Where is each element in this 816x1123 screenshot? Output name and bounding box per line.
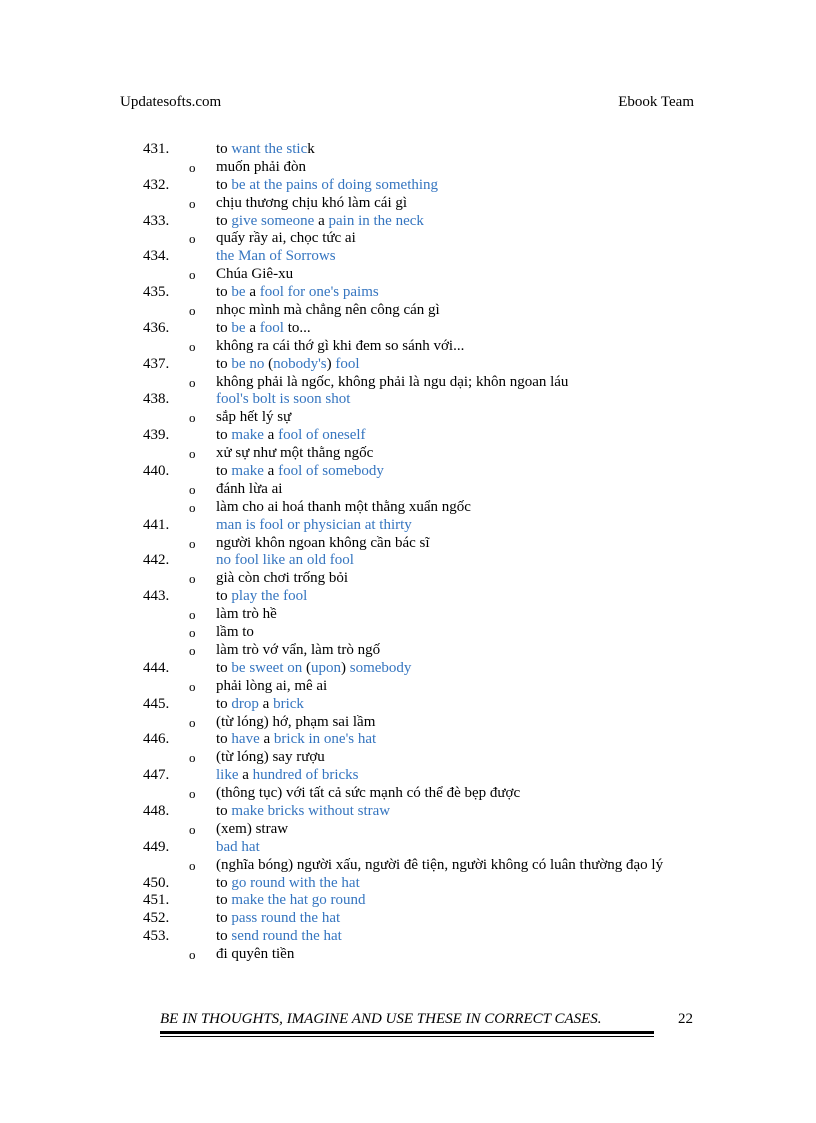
entry-number: 446.	[143, 731, 170, 748]
entry-number: 444.	[143, 659, 170, 676]
entry-row	[0, 391, 816, 409]
meaning-row	[0, 445, 816, 463]
plain-text: a	[238, 767, 253, 784]
idiom-link[interactable]: fool's bolt is soon shot	[216, 391, 351, 408]
entry-number: 437.	[143, 355, 170, 372]
entry-row	[0, 284, 816, 302]
plain-text: (từ lóng) hớ, phạm sai lầm	[216, 713, 376, 730]
entry-number: 436.	[143, 319, 170, 336]
meaning-text	[216, 195, 407, 213]
entry-row	[0, 463, 816, 481]
entry-number: 443.	[143, 588, 170, 605]
page-header	[120, 94, 694, 112]
plain-text: to	[216, 284, 232, 301]
meaning-text	[216, 606, 277, 624]
plain-text: đánh lừa ai	[216, 480, 283, 497]
plain-text: to...	[283, 319, 311, 336]
page-number: 22	[678, 1011, 693, 1027]
meaning-row	[0, 678, 816, 696]
plain-text: )	[340, 659, 350, 676]
entry-row	[0, 910, 816, 928]
bullet-icon: o	[189, 821, 196, 837]
entry-number: 445.	[143, 695, 170, 712]
plain-text: sắp hết lý sự	[216, 409, 292, 426]
idiom-text	[216, 875, 360, 893]
plain-text: to	[216, 928, 232, 945]
idiom-text	[216, 928, 342, 946]
entry-row	[0, 803, 816, 821]
entry-row	[0, 928, 816, 946]
bullet-icon: o	[189, 303, 196, 319]
meaning-row	[0, 821, 816, 839]
idiom-link[interactable]: make bricks without straw	[231, 802, 391, 819]
bullet-icon: o	[189, 481, 196, 497]
meaning-row	[0, 481, 816, 499]
meaning-row	[0, 606, 816, 624]
plain-text: a	[314, 212, 329, 229]
plain-text: (từ lóng) say rượu	[216, 749, 325, 766]
bullet-icon: o	[189, 338, 196, 354]
entry-number: 452.	[143, 910, 170, 927]
idiom-text	[216, 391, 350, 409]
idiom-link[interactable]: give someone	[231, 212, 315, 229]
meaning-text	[216, 642, 380, 660]
meaning-text	[216, 302, 440, 320]
meaning-text	[216, 785, 520, 803]
plain-text: già còn chơi trống bỏi	[216, 570, 349, 587]
plain-text: to	[216, 355, 232, 372]
idiom-link[interactable]: want the stic	[231, 141, 308, 157]
idiom-text	[216, 320, 311, 338]
plain-text: to	[216, 141, 232, 157]
entry-row	[0, 517, 816, 535]
plain-text: a	[259, 731, 274, 748]
idiom-link[interactable]: send round the hat	[231, 928, 342, 945]
entry-number: 442.	[143, 552, 170, 569]
plain-text: xử sự như một thằng ngốc	[216, 445, 374, 462]
entry-number: 438.	[143, 391, 170, 408]
idiom-link[interactable]: make	[231, 427, 264, 444]
meaning-text	[216, 481, 282, 499]
meaning-text	[216, 159, 306, 177]
entry-row	[0, 767, 816, 785]
idiom-link[interactable]: be	[231, 284, 246, 301]
meaning-text	[216, 678, 327, 696]
plain-text: to	[216, 695, 232, 712]
idiom-link[interactable]: play the fool	[231, 588, 308, 605]
entry-row	[0, 141, 816, 159]
idiom-text	[216, 767, 358, 785]
meaning-text	[216, 374, 568, 392]
idiom-text	[216, 660, 411, 678]
idiom-text	[216, 910, 340, 928]
idiom-link[interactable]: fool of somebody	[278, 463, 384, 480]
idiom-text	[216, 463, 384, 481]
meaning-text	[216, 266, 293, 284]
meaning-text	[216, 946, 294, 964]
entry-number: 432.	[143, 176, 170, 193]
bullet-icon: o	[189, 857, 196, 873]
idiom-text	[216, 517, 412, 535]
entry-number: 447.	[143, 767, 170, 784]
idiom-text	[216, 427, 366, 445]
entry-row	[0, 213, 816, 231]
idiom-link[interactable]: like	[216, 767, 239, 784]
bullet-icon: o	[189, 642, 196, 658]
meaning-row	[0, 749, 816, 767]
idiom-text	[216, 213, 424, 231]
meaning-row	[0, 338, 816, 356]
meaning-row	[0, 642, 816, 660]
idiom-text	[216, 892, 366, 910]
bullet-icon: o	[189, 607, 196, 623]
plain-text: làm cho ai hoá thanh một thằng xuẩn ngốc	[216, 498, 471, 515]
idiom-text	[216, 552, 354, 570]
entry-row	[0, 552, 816, 570]
idiom-text	[216, 248, 336, 266]
meaning-row	[0, 785, 816, 803]
bullet-icon: o	[189, 410, 196, 426]
plain-text: k	[307, 141, 315, 157]
idiom-link[interactable]: somebody	[349, 659, 412, 676]
idiom-link[interactable]: brick in one's hat	[273, 731, 377, 748]
footer-slogan: BE IN THOUGHTS, IMAGINE AND USE THESE IN CORRECT CASES.	[160, 1011, 602, 1027]
meaning-row	[0, 714, 816, 732]
bullet-icon: o	[189, 159, 196, 175]
entry-row	[0, 320, 816, 338]
meaning-row	[0, 374, 816, 392]
meaning-row	[0, 409, 816, 427]
plain-text: Chúa Giê-xu	[216, 266, 294, 283]
bullet-icon: o	[189, 446, 196, 462]
plain-text: không phải là ngốc, không phải là ngu dại; khôn ngoan láu	[216, 373, 569, 390]
idiom-text	[216, 839, 260, 857]
entry-row	[0, 892, 816, 910]
entry-row	[0, 248, 816, 266]
bullet-icon: o	[189, 750, 196, 766]
plain-text: to	[216, 874, 232, 891]
idiom-link[interactable]: the Man of Sorrows	[216, 248, 336, 265]
entry-row	[0, 660, 816, 678]
idiom-link[interactable]: drop	[231, 695, 259, 712]
plain-text: to	[216, 463, 232, 480]
plain-text: to	[216, 319, 232, 336]
idiom-text	[216, 356, 360, 374]
idiom-link[interactable]: bad hat	[216, 838, 260, 855]
idiom-text	[216, 731, 376, 749]
meaning-text	[216, 857, 663, 875]
meaning-text	[216, 230, 356, 248]
meaning-row	[0, 946, 816, 964]
plain-text: to	[216, 910, 232, 927]
idiom-link[interactable]: be	[231, 319, 246, 336]
plain-text: quấy rầy ai, chọc tức ai	[216, 230, 356, 247]
idiom-link[interactable]: upon	[310, 659, 341, 676]
plain-text: a	[263, 463, 279, 480]
entry-row	[0, 875, 816, 893]
plain-text: đi quyên tiền	[216, 946, 295, 963]
entry-number: 431.	[143, 141, 170, 157]
meaning-text	[216, 821, 288, 839]
bullet-icon: o	[189, 947, 196, 963]
entry-number: 440.	[143, 463, 170, 480]
plain-text: (	[302, 659, 311, 676]
idiom-link[interactable]: brick	[273, 695, 304, 712]
plain-text: không ra cái thớ gì khi đem so sánh với...	[216, 337, 465, 354]
bullet-icon: o	[189, 195, 196, 211]
plain-text: (nghĩa bóng) người xấu, người đê tiện, người không có luân thường đạo lý	[216, 856, 664, 873]
bullet-icon: o	[189, 678, 196, 694]
plain-text: chịu thương chịu khó làm cái gì	[216, 194, 408, 211]
entry-number: 448.	[143, 802, 170, 819]
plain-text: muốn phải đòn	[216, 158, 306, 175]
meaning-text	[216, 624, 254, 642]
entry-number: 435.	[143, 284, 170, 301]
meaning-row	[0, 535, 816, 553]
meaning-text	[216, 409, 291, 427]
plain-text: phải lòng ai, mê ai	[216, 677, 328, 694]
bullet-icon: o	[189, 499, 196, 515]
meaning-text	[216, 714, 375, 732]
idiom-text	[216, 588, 307, 606]
plain-text: a	[258, 695, 274, 712]
plain-text: to	[216, 892, 232, 909]
meaning-row	[0, 195, 816, 213]
plain-text: làm trò hề	[216, 606, 277, 623]
meaning-row	[0, 570, 816, 588]
header-team-name: Ebook Team	[618, 94, 694, 110]
idiom-link[interactable]: nobody's	[273, 355, 327, 372]
entry-row	[0, 427, 816, 445]
plain-text: )	[326, 355, 336, 372]
meaning-row	[0, 857, 816, 875]
bullet-icon: o	[189, 535, 196, 551]
meaning-row	[0, 266, 816, 284]
plain-text: (	[264, 355, 274, 372]
header-site-name: Updatesofts.com	[120, 94, 222, 110]
plain-text: a	[263, 427, 279, 444]
idiom-link[interactable]: fool of oneself	[278, 427, 366, 444]
entry-row	[0, 177, 816, 195]
plain-text: to	[216, 212, 232, 229]
plain-text: làm trò vớ vẩn, làm trò ngố	[216, 641, 381, 658]
bullet-icon: o	[189, 786, 196, 802]
entry-number: 449.	[143, 838, 170, 855]
plain-text: a	[245, 284, 260, 301]
footer-rule-thin	[160, 1036, 654, 1037]
meaning-text	[216, 570, 348, 588]
meaning-row	[0, 302, 816, 320]
idiom-text	[216, 141, 315, 159]
meaning-text	[216, 535, 430, 553]
entry-row	[0, 588, 816, 606]
meaning-row	[0, 624, 816, 642]
idiom-link[interactable]: be sweet on	[231, 659, 303, 676]
idiom-link[interactable]: hundred of bricks	[252, 767, 359, 784]
entry-number: 453.	[143, 928, 170, 945]
plain-text: (thông tục) với tất cả sức mạnh có thể đè bẹp được	[216, 785, 521, 802]
entry-number: 441.	[143, 516, 170, 533]
entry-row	[0, 731, 816, 749]
idiom-link[interactable]: go round with the hat	[231, 874, 360, 891]
idiom-link[interactable]: be at the pains of doing something	[231, 176, 439, 193]
idiom-link[interactable]: make	[231, 463, 264, 480]
meaning-row	[0, 230, 816, 248]
plain-text: to	[216, 176, 232, 193]
plain-text: to	[216, 731, 232, 748]
entry-number: 433.	[143, 212, 170, 229]
idiom-link[interactable]: fool	[335, 355, 360, 372]
idiom-link[interactable]: pass round the hat	[231, 910, 341, 927]
meaning-text	[216, 749, 325, 767]
idiom-text	[216, 284, 379, 302]
idiom-link[interactable]: be no	[231, 355, 265, 372]
entry-number: 450.	[143, 874, 170, 891]
plain-text: a	[245, 319, 260, 336]
idiom-link[interactable]: make the hat go round	[231, 892, 366, 909]
entry-number: 451.	[143, 892, 170, 909]
meaning-text	[216, 445, 373, 463]
idiom-text	[216, 803, 390, 821]
entry-row	[0, 356, 816, 374]
idiom-text	[216, 177, 438, 195]
bullet-icon: o	[189, 374, 196, 390]
plain-text: to	[216, 802, 232, 819]
plain-text: to	[216, 588, 232, 605]
plain-text: người khôn ngoan không cần bác sĩ	[216, 534, 430, 551]
plain-text: to	[216, 427, 232, 444]
plain-text: to	[216, 659, 232, 676]
bullet-icon: o	[189, 625, 196, 641]
bullet-icon: o	[189, 231, 196, 247]
page-footer	[160, 1011, 696, 1051]
meaning-row	[0, 499, 816, 517]
plain-text: lầm to	[216, 624, 254, 641]
footer-rule-thick	[160, 1031, 654, 1034]
bullet-icon: o	[189, 267, 196, 283]
plain-text: nhọc mình mà chẳng nên công cán gì	[216, 302, 440, 319]
idiom-link[interactable]: man is fool or physician at thirty	[216, 516, 412, 533]
bullet-icon: o	[189, 571, 196, 587]
idiom-text	[216, 696, 304, 714]
meaning-row	[0, 159, 816, 177]
entry-row	[0, 839, 816, 857]
entry-number: 439.	[143, 427, 170, 444]
entry-row	[0, 696, 816, 714]
meaning-text	[216, 499, 471, 517]
entry-number: 434.	[143, 248, 170, 265]
idiom-link[interactable]: pain in the neck	[328, 212, 424, 229]
plain-text: (xem) straw	[216, 820, 289, 837]
bullet-icon: o	[189, 714, 196, 730]
idiom-link[interactable]: no fool like an old fool	[216, 552, 354, 569]
idiom-link[interactable]: fool for one's paims	[259, 284, 379, 301]
idiom-link[interactable]: fool	[259, 319, 284, 336]
entry-list	[0, 141, 816, 964]
meaning-text	[216, 338, 464, 356]
idiom-link[interactable]: have	[231, 731, 260, 748]
